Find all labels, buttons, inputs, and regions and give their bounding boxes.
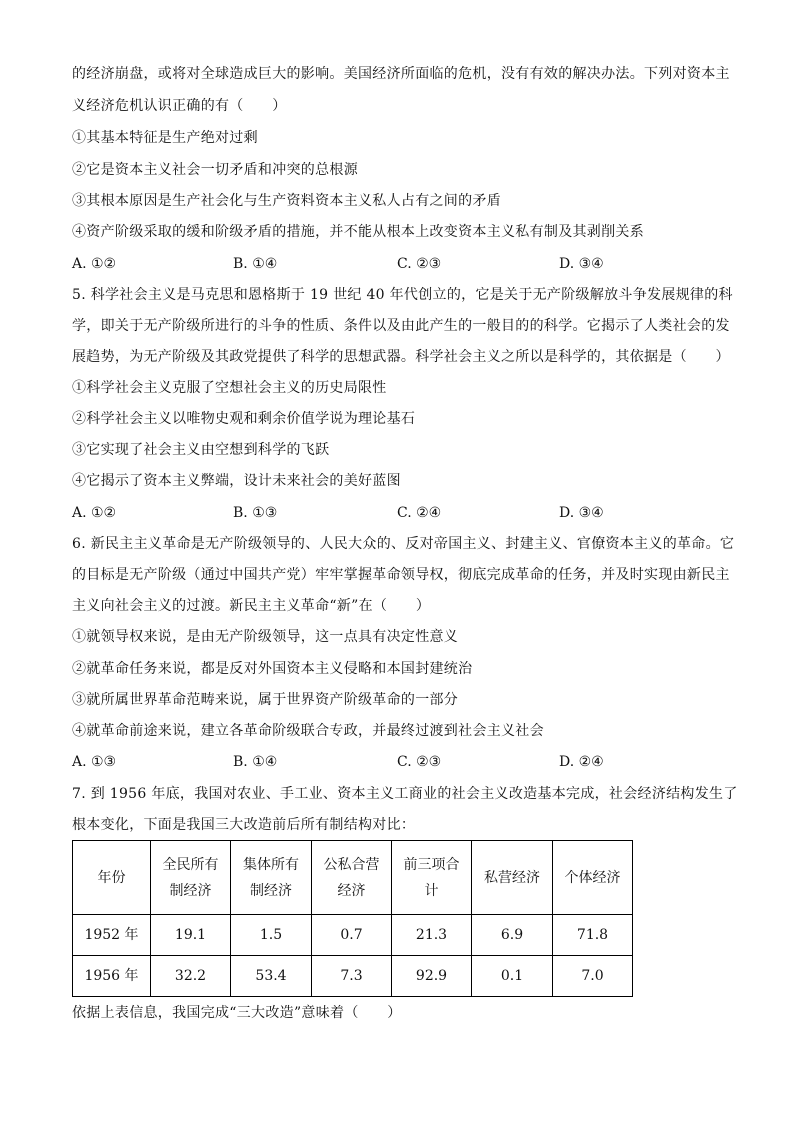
q4-option-c[interactable]: C. ②③ [397,256,442,272]
q4-statement-1: ①其基本特征是生产绝对过剩 [72,130,258,146]
q5-stem-line-2: 学，即关于无产阶级所进行的斗争的性质、条件以及由此产生的一般目的的科学。它揭示了人类社会的发 [72,318,730,334]
q7-stem-line-1: 7. 到 1956 年底，我国对农业、手工业、资本主义工商业的社会主义改造基本完成，社会经济结构发生了 [72,786,738,802]
q6-option-d[interactable]: D. ②④ [559,754,604,770]
q6-option-a[interactable]: A. ①③ [72,754,117,770]
q6-statement-1: ①就领导权来说，是由无产阶级领导，这一点具有决定性意义 [72,629,459,645]
table-row [73,915,633,956]
q5-statement-4: ④它揭示了资本主义弊端，设计未来社会的美好蓝图 [72,473,401,489]
q6-option-c[interactable]: C. ②③ [397,754,442,770]
header-individual: 个体经济 [553,841,633,915]
table-cell: 1.5 [231,915,312,956]
ownership-structure-table [72,840,633,997]
header-subtotal: 前三项合 计 [392,841,472,915]
header-state-owned: 全民所有 制经济 [151,841,231,915]
q4-statement-4: ④资产阶级采取的缓和阶级矛盾的措施，并不能从根本上改变资本主义私有制及其剥削关系 [72,224,644,240]
q5-statement-2: ②科学社会主义以唯物史观和剩余价值学说为理论基石 [72,411,416,427]
header-private: 私营经济 [472,841,553,915]
table-cell: 1952 年 [73,915,151,956]
q4-option-d[interactable]: D. ③④ [559,256,604,272]
q6-stem-line-1: 6. 新民主主义革命是无产阶级领导的、人民大众的、反对帝国主义、封建主义、官僚资本主义的革命。它 [72,536,735,552]
table-cell: 92.9 [392,956,472,997]
q4-statement-2: ②它是资本主义社会一切矛盾和冲突的总根源 [72,162,358,178]
table-cell: 53.4 [231,956,312,997]
table-cell: 1956 年 [73,956,151,997]
table-cell: 6.9 [472,915,553,956]
q6-statement-3: ③就所属世界革命范畴来说，属于世界资产阶级革命的一部分 [72,692,459,708]
q5-statement-3: ③它实现了社会主义由空想到科学的飞跃 [72,442,330,458]
q4-option-a[interactable]: A. ①② [72,256,117,272]
q4-statement-3: ③其根本原因是生产社会化与生产资料资本主义私人占有之间的矛盾 [72,193,501,209]
header-year: 年份 [73,841,151,915]
q6-option-b[interactable]: B. ①④ [233,754,278,770]
q5-option-b[interactable]: B. ①③ [233,505,278,521]
q5-stem-line-3: 展趋势，为无产阶级及其政党提供了科学的思想武器。科学社会主义之所以是科学的，其依据是（ ） [72,349,730,365]
q7-stem-line-2: 根本变化，下面是我国三大改造前后所有制结构对比： [72,817,416,833]
q7-question-line: 依据上表信息，我国完成“三大改造”意味着（ ） [72,1005,402,1021]
q5-option-a[interactable]: A. ①② [72,505,117,521]
header-joint-venture: 公私合营 经济 [312,841,392,915]
table-cell: 0.7 [312,915,392,956]
q5-option-d[interactable]: D. ③④ [559,505,604,521]
table-header-row [73,841,633,915]
q5-option-c[interactable]: C. ②④ [397,505,442,521]
q4-stem-line-1: 的经济崩盘，或将对全球造成巨大的影响。美国经济所面临的危机，没有有效的解决办法。下列对资本主 [72,66,730,82]
table-row [73,956,633,997]
q5-stem-line-1: 5. 科学社会主义是马克思和恩格斯于 19 世纪 40 年代创立的，它是关于无产阶级解放斗争发展规律的科 [72,287,733,303]
table-cell: 0.1 [472,956,553,997]
q6-stem-line-3: 主义向社会主义的过渡。新民主主义革命“新”在（ ） [72,598,431,614]
q4-option-b[interactable]: B. ①④ [233,256,278,272]
table-cell: 7.0 [553,956,633,997]
q5-statement-1: ①科学社会主义克服了空想社会主义的历史局限性 [72,380,387,396]
q6-statement-2: ②就革命任务来说，都是反对外国资本主义侵略和本国封建统治 [72,661,473,677]
q6-stem-line-2: 的目标是无产阶级（通过中国共产党）牢牢掌握革命领导权，彻底完成革命的任务，并及时实现由新民主 [72,567,730,583]
table-cell: 21.3 [392,915,472,956]
q4-stem-line-2: 义经济危机认识正确的有（ ） [72,98,287,114]
table-cell: 32.2 [151,956,231,997]
header-collective: 集体所有 制经济 [231,841,312,915]
q6-statement-4: ④就革命前途来说，建立各革命阶级联合专政，并最终过渡到社会主义社会 [72,723,544,739]
table-cell: 7.3 [312,956,392,997]
table-cell: 19.1 [151,915,231,956]
table-cell: 71.8 [553,915,633,956]
